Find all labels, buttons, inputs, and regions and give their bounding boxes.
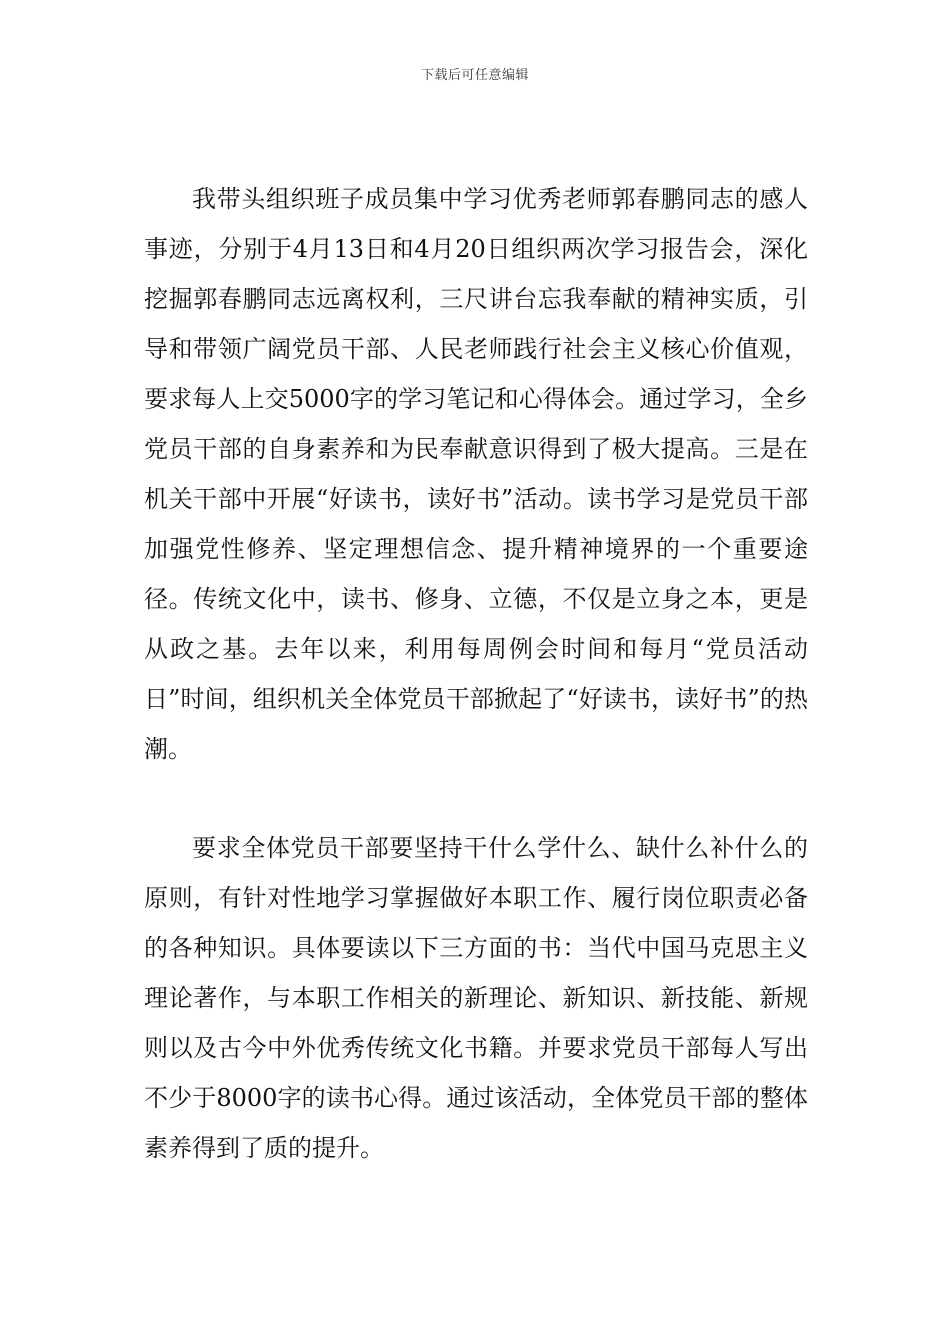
paragraph-2: 要求全体党员干部要坚持干什么学什么、缺什么补什么的原则，有针对性地学习掌握做好本职工作、履行岗位职责必备的各种知识。具体要读以下三方面的书：当代中国马克思主义理论著作，与本职工作相关的新理论、新知识、新技能、新规则以及古今中外优秀传统文化书籍。并要求党员干部每人写出不少于8000字的读书心得。通过该活动，全体党员干部的整体素养得到了质的提升。 <box>144 834 808 1162</box>
paragraph-1: 我带头组织班子成员集中学习优秀老师郭春鹏同志的感人事迹，分别于4月13日和4月20日组织两次学习报告会，深化挖掘郭春鹏同志远离权利，三尺讲台忘我奉献的精神实质，引导和带领广阔党员干部、人民老师践行社会主义核心价值观，要求每人上交5000字的学习笔记和心得体会。通过学习，全乡党员干部的自身素养和为民奉献意识得到了极大提高。三是在机关干部中开展“好读书，读好书”活动。读书学习是党员干部加强党性修养、坚定理想信念、提升精神境界的一个重要途径。传统文化中，读书、修身、立德，不仅是立身之本，更是从政之基。去年以来，利用每周例会时间和每月“党员活动日”时间，组织机关全体党员干部掀起了“好读书，读好书”的热潮。 <box>144 185 808 763</box>
page-header: 下载后可任意编辑 <box>420 68 529 83</box>
